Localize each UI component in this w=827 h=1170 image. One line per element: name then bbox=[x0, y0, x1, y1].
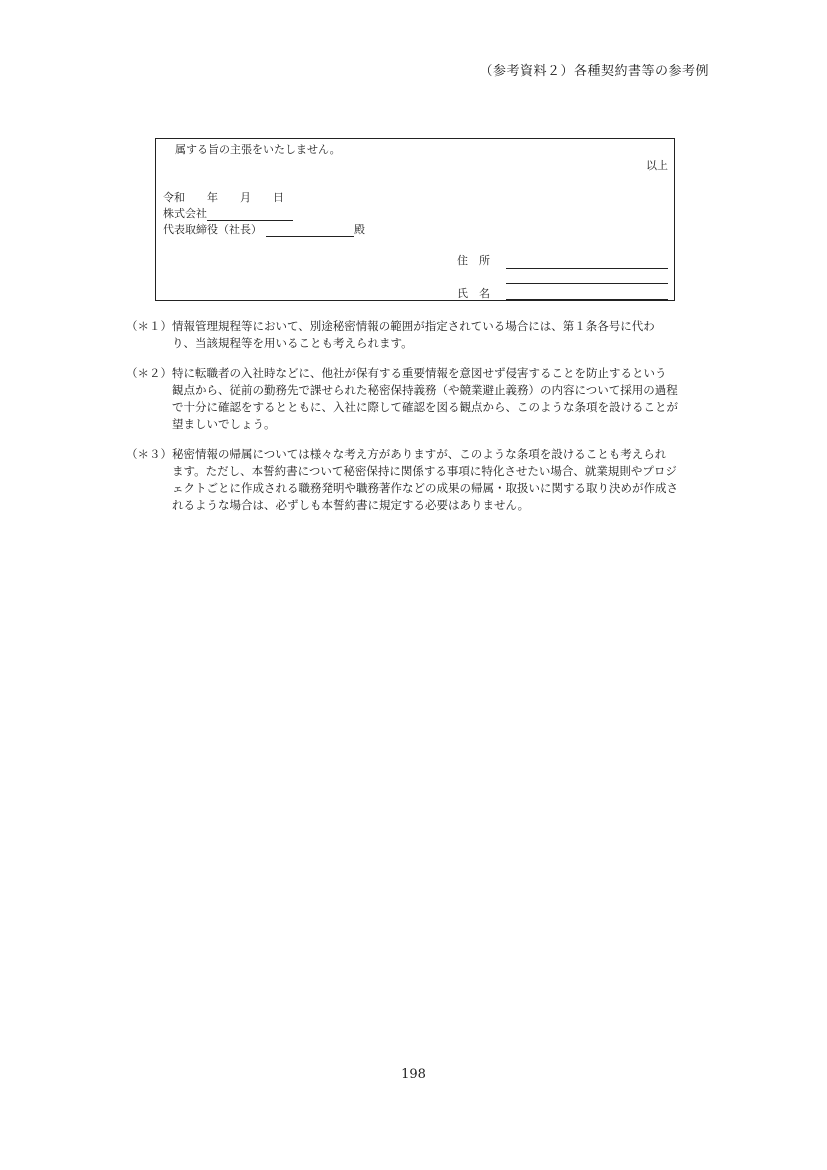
note-line: 望ましいでしょう。 bbox=[172, 417, 276, 431]
representative-label: 代表取締役（社長） bbox=[163, 223, 262, 236]
note-line: で十分に確認をするとともに、入社に際して確認を図る観点から、このような条項を設けることが bbox=[172, 400, 678, 414]
note-1 bbox=[126, 318, 711, 352]
note-line: ェクトごとに作成される職務発明や職務著作などの成果の帰属・取扱いに関する取り決めが作成さ bbox=[172, 481, 678, 495]
note-body bbox=[172, 365, 711, 433]
note-3 bbox=[126, 446, 711, 514]
address-blank-2 bbox=[506, 283, 668, 284]
note-line: り、当該規程等を用いることも考えられます。 bbox=[172, 336, 413, 350]
page-number: 198 bbox=[401, 1067, 426, 1082]
note-line: 情報管理規程等において、別途秘密情報の範囲が指定されている場合には、第１条各号に代わ bbox=[172, 319, 655, 333]
note-line: ます。ただし、本誓約書について秘密保持に関係する事項に特化させたい場合、就業規則やプロジ bbox=[172, 464, 677, 478]
representative-name-blank bbox=[266, 224, 354, 237]
note-line: 観点から、従前の勤務先で課せられた秘密保持義務（や競業避止義務）の内容について採用の過程 bbox=[172, 383, 678, 397]
pledge-form-box bbox=[155, 138, 675, 301]
note-line: 特に転職者の入社時などに、他社が保有する重要情報を意図せず侵害することを防止するという bbox=[172, 366, 667, 380]
representative-suffix: 殿 bbox=[354, 223, 365, 236]
claim-text: 属する旨の主張をいたしません。 bbox=[175, 143, 341, 156]
name-label: 氏 名 bbox=[457, 287, 490, 300]
date-line: 令和 年 月 日 bbox=[163, 191, 284, 204]
company-line bbox=[163, 205, 293, 221]
company-name-blank bbox=[207, 208, 293, 221]
notes-section bbox=[126, 318, 711, 527]
note-body bbox=[172, 318, 711, 352]
page-header: （参考資料２）各種契約書等の参考例 bbox=[479, 64, 709, 79]
name-blank bbox=[506, 299, 668, 300]
company-label: 株式会社 bbox=[163, 207, 207, 220]
note-line: 秘密情報の帰属については様々な考え方がありますが、このような条項を設けることも考えられ bbox=[172, 447, 667, 461]
note-mark: （＊２） bbox=[126, 366, 172, 380]
address-blank-1 bbox=[506, 268, 668, 269]
ijou-text: 以上 bbox=[646, 159, 668, 172]
note-mark: （＊３） bbox=[126, 447, 172, 461]
note-2 bbox=[126, 365, 711, 433]
representative-line bbox=[163, 221, 365, 237]
note-body bbox=[172, 446, 711, 514]
note-mark: （＊１） bbox=[126, 319, 172, 333]
address-label: 住 所 bbox=[457, 254, 490, 267]
note-line: れるような場合は、必ずしも本誓約書に規定する必要はありません。 bbox=[172, 498, 530, 512]
